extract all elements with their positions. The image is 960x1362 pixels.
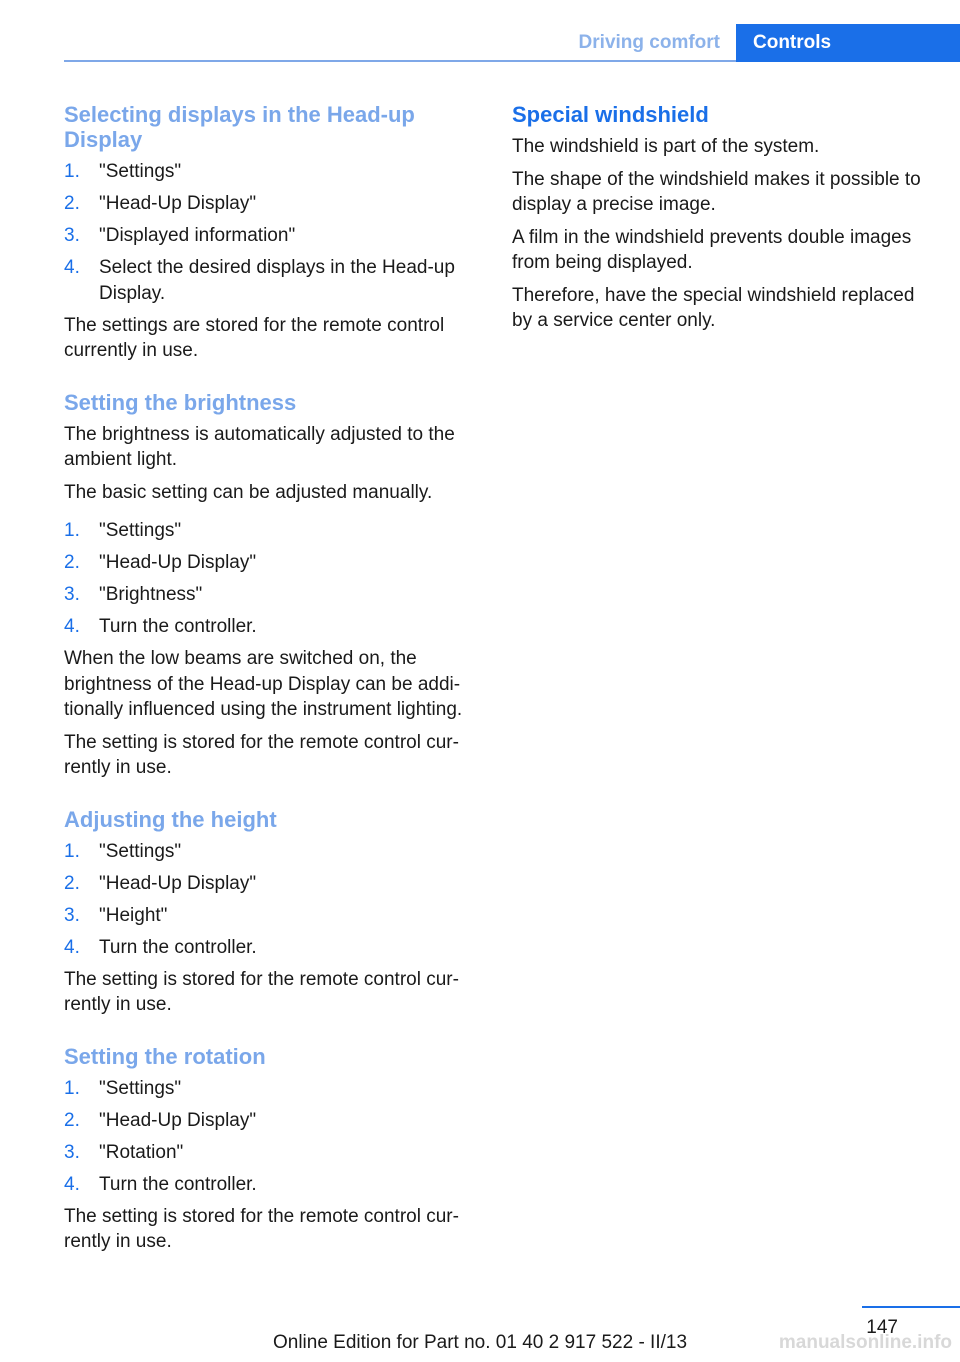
list-item: [64, 1108, 482, 1134]
section-brightness: [64, 390, 482, 781]
paragraph: A film in the windshield prevents double images from being displayed.: [512, 226, 912, 273]
section-title: Setting the brightness: [64, 389, 297, 415]
step-text: "Head-Up Display": [99, 872, 257, 894]
section-title: Special windshield: [512, 102, 709, 127]
paragraph: The setting is stored for the remote control currently in use.: [64, 968, 459, 1015]
step-text: Turn the controller.: [99, 616, 257, 637]
list-item: [64, 191, 482, 217]
section-title: Setting the rotation: [64, 1043, 266, 1069]
step-text: "Displayed information": [99, 225, 296, 246]
step-text: "Settings": [99, 520, 182, 541]
step-number: 1.: [64, 1077, 80, 1099]
paragraph: When the low beams are switched on, the brightness of the Head-up Display can be additionally influenced using the instrument lighting.: [64, 648, 463, 720]
list-item: [64, 871, 482, 897]
right-column: [512, 102, 932, 334]
step-number: 3.: [64, 1141, 80, 1163]
step-text: Turn the controller.: [99, 1173, 257, 1195]
step-number: 2.: [64, 193, 80, 214]
list-item: [64, 935, 482, 961]
step-list: [64, 159, 482, 306]
section-rotation: [64, 1044, 482, 1255]
step-number: 1.: [64, 520, 80, 541]
paragraph: The setting is stored for the remote control currently in use.: [64, 1205, 459, 1252]
step-number: 2.: [64, 1109, 80, 1131]
section-title: Adjusting the height: [64, 806, 277, 832]
list-item: [64, 903, 482, 929]
step-list: [64, 839, 482, 961]
step-number: 4.: [64, 616, 80, 637]
watermark: manualsonline.info: [778, 1332, 952, 1353]
paragraph: The settings are stored for the remote control currently in use.: [64, 314, 445, 361]
list-item: [64, 518, 482, 544]
step-text: "Settings": [99, 161, 182, 182]
header-chapter-tab: Controls: [736, 24, 960, 62]
list-item: [64, 223, 482, 249]
step-number: 4.: [64, 1173, 80, 1195]
list-item: [64, 159, 482, 185]
step-number: 1.: [64, 161, 80, 182]
step-list: [64, 1076, 482, 1198]
section-height: [64, 807, 482, 1018]
step-number: 3.: [64, 584, 80, 605]
paragraph: The brightness is automatically adjusted to the ambient light.: [64, 423, 455, 470]
step-text: "Head-Up Display": [99, 193, 257, 214]
list-item: [64, 614, 482, 640]
page-number: 147: [866, 1317, 898, 1338]
paragraph: Therefore, have the special windshield replaced by a service center only.: [512, 284, 915, 331]
step-number: 3.: [64, 904, 80, 926]
section-selecting-displays: [64, 102, 482, 364]
step-text: "Settings": [99, 1077, 182, 1099]
list-item: [64, 255, 482, 306]
paragraph: The shape of the windshield makes it possible to display a precise image.: [512, 168, 921, 215]
step-text: Turn the controller.: [99, 936, 257, 958]
footer-rule: [862, 1306, 960, 1308]
list-item: [64, 1076, 482, 1102]
list-item: [64, 839, 482, 865]
list-item: [64, 1172, 482, 1198]
step-number: 3.: [64, 225, 80, 246]
list-item: [64, 582, 482, 608]
paragraph: The setting is stored for the remote control currently in use.: [64, 731, 459, 778]
step-number: 4.: [64, 257, 80, 278]
paragraph: The windshield is part of the system.: [512, 136, 820, 157]
step-text: "Brightness": [99, 584, 203, 605]
section-special-windshield: [512, 102, 932, 334]
list-item: [64, 1140, 482, 1166]
step-number: 2.: [64, 872, 80, 894]
step-number: 1.: [64, 840, 80, 862]
step-text: "Head-Up Display": [99, 552, 257, 573]
section-title: Selecting displays in the Head-up Display: [64, 102, 415, 152]
left-column: [64, 102, 482, 1255]
step-text: Select the desired displays in the Head-up Display.: [99, 257, 455, 304]
step-text: "Head-Up Display": [99, 1109, 257, 1131]
step-text: "Rotation": [99, 1141, 184, 1163]
step-list: [64, 518, 482, 640]
step-number: 2.: [64, 552, 80, 573]
footer-edition: Online Edition for Part no. 01 40 2 917 522 - II/13: [272, 1332, 688, 1353]
step-number: 4.: [64, 936, 80, 958]
header-section-label: Driving comfort: [578, 32, 720, 53]
step-text: "Height": [99, 904, 168, 926]
paragraph: The basic setting can be adjusted manually.: [64, 481, 433, 503]
list-item: [64, 550, 482, 576]
step-text: "Settings": [99, 840, 182, 862]
